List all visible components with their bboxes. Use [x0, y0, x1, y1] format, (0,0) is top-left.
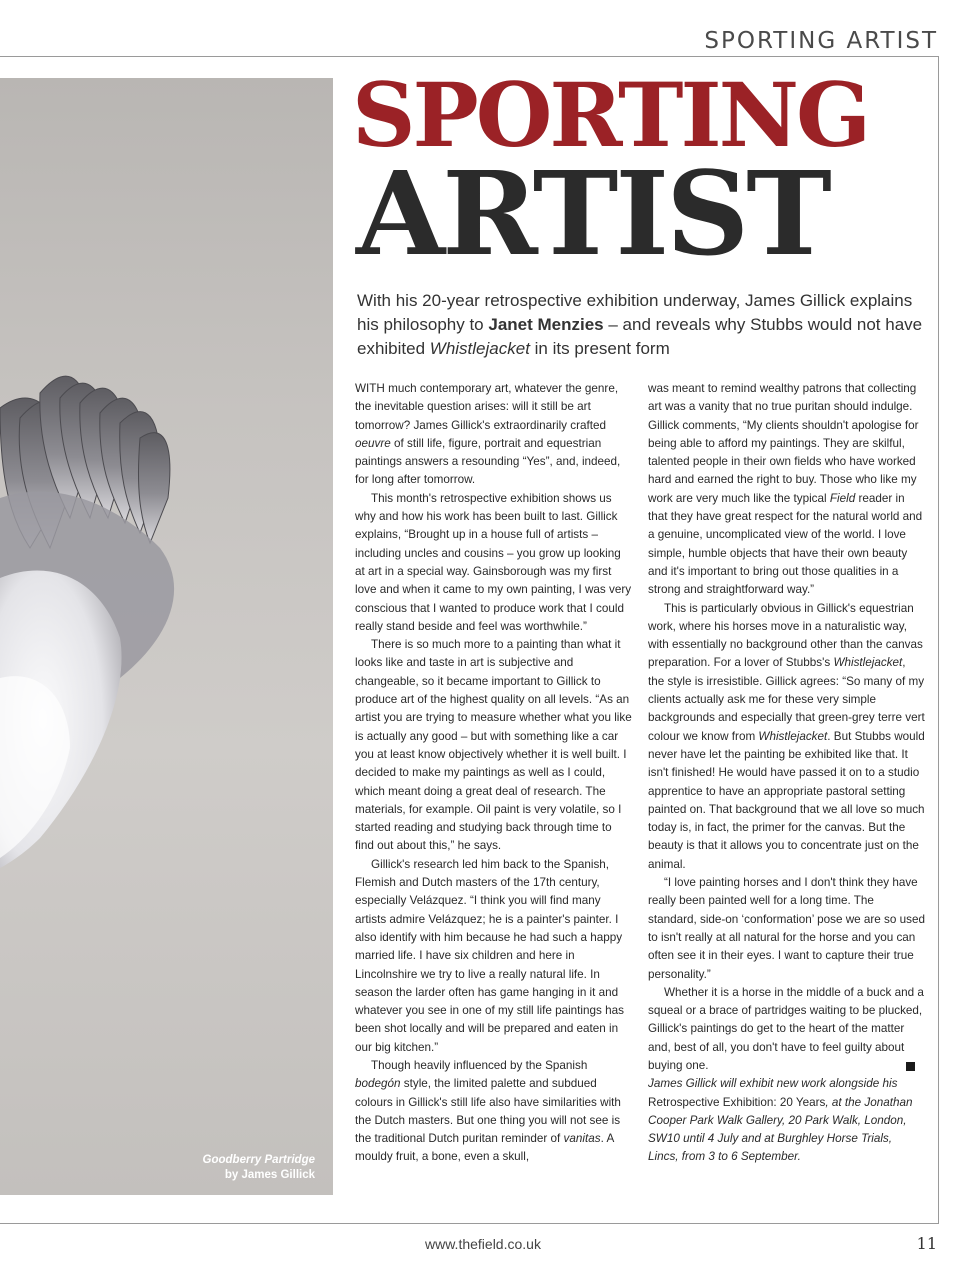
exhibition-info: James Gillick will exhibit new work alongside his Retrospective Exhibition: 20 Years, at the Jonathan Cooper Park Walk Gallery, 20 Park Walk, London, SW10 until 4 July and at Burghley Horse Trials, Lincs, from 3 to 6 September. — [648, 1077, 913, 1164]
headline-line1: SPORTING — [352, 63, 869, 167]
image-caption — [203, 1153, 315, 1183]
partridge-painting — [0, 78, 333, 1195]
standfirst-text: With his 20-year retrospective exhibition underway, James Gillick explains his philosophy to — [357, 291, 913, 334]
end-mark-icon — [906, 1062, 915, 1071]
headline — [352, 63, 869, 282]
partridge-wing-illustration — [0, 78, 333, 1195]
frame-rule-right — [938, 56, 939, 1224]
paragraph: WITH much contemporary art, whatever the genre, the inevitable question arises: will it still be art tomorrow? James Gillick's extraordinarily crafted oeuvre of still life, figure, portrait and equestrian paintings answers a resounding “Yes”, and, indeed, for long after tomorrow. — [355, 382, 621, 487]
section-label: SPORTING ARTIST — [704, 28, 938, 54]
paragraph: This month's retrospective exhibition shows us why and how his work has been built to last. Gillick explains, “Brought up in a house full of artists – including uncles and cousins – you grow up looking at art in a special way. Gainsborough was my first love and when it came to my own painting, I was very conscious that I wanted to produce work that I could really stand beside and feel was worthwhile.” — [355, 491, 632, 633]
paragraph: Though heavily influenced by the Spanish bodegón style, the limited palette and subdued colours in Gillick's still life also have similarities with the Dutch masters. But one thing you will not see is the traditional Dutch puritan reminder of vanitas. A mouldy fruit, a bone, even a skull, — [355, 1058, 621, 1164]
paragraph: Gillick's research led him back to the Spanish, Flemish and Dutch masters of the 17th century, especially Velázquez. “I think you will find many artists admire Velázquez; he is a painter's painter. I also identify with him because he had such a happy married life. I have six children and here in Lincolnshire we try to live a really natural life. In season the larder often has game hanging in it and whatever you see in one of my still life paintings has been shot locally and will be prepared and eaten in our big kitchen.” — [355, 857, 624, 1054]
caption-byline: by James Gillick — [224, 1169, 315, 1181]
footer-url: www.thefield.co.uk — [425, 1236, 541, 1252]
article-column-2 — [648, 380, 925, 1167]
frame-rule-top — [0, 56, 939, 57]
headline-line2: ARTIST — [356, 147, 829, 282]
paragraph: was meant to remind wealthy patrons that collecting art was a vanity that no true puritan should indulge. Gillick comments, “My clients shouldn't apologise for being able to afford my paintings. They are skilful, talented people in their own fields who have worked hard and earned the right to buy. Those who like my work are very much like the typical Field reader in that they have great respect for the natural world and a genuine, uncomplicated view of the world. I love simple, humble objects that have their own beauty and it's important to bring out those qualities in a strong and straightforward way.” — [648, 382, 923, 597]
frame-rule-bottom — [0, 1223, 939, 1224]
standfirst-text: in its present form — [529, 339, 670, 358]
paragraph: This is particularly obvious in Gillick's equestrian work, where his horses move in a naturalistic way, with essentially no background other than the canvas preparation. For a lover of Stubbs's Whistlejacket, the style is irresistible. Gillick agrees: “So many of my clients actually ask me for these very simple backgrounds and especially that green-grey terre vert colour we know from Whistlejacket. But Stubbs would never have let the painting be exhibited like that. It isn't finished! He would have passed it on to a studio apprentice to have an appropriate pastoral setting painted on. That background that we all love so much today is, in fact, the primer for the canvas. But the beauty is that it allows you to concentrate just on the animal. — [648, 601, 925, 871]
paragraph: There is so much more to a painting than what it looks like and taste in art is subjective and changeable, so it became important to Gillick to produce art of the highest quality on all levels. “As an artist you are trying to measure whether what you like is actually any good – but with something like a car you at least know objectively whether it is well built. I decided to make my paintings as well as I could, which meant doing a great deal of research. The materials, for example. Oil paint is very volatile, so I started reading and studying back through time to find out about this,” he says. — [355, 638, 632, 853]
painting-title: Whistlejacket — [429, 339, 530, 358]
paragraph: Whether it is a horse in the middle of a buck and a squeal or a brace of partridges waiting to be plucked, Gillick's paintings do get to the heart of the matter and, best of all, you don't have to feel guilty about buying one. — [648, 985, 924, 1072]
paragraph: “I love painting horses and I don't think they have really been painted well for a long time. The standard, side-on ‘conformation’ pose we are so used to isn't really at all natural for the horse and you can often see it in their eyes. I want to capture their true personality.” — [648, 876, 925, 981]
caption-title: Goodberry Partridge — [202, 1154, 315, 1166]
author-name: Janet Menzies — [488, 315, 604, 334]
page-number: 11 — [916, 1234, 937, 1253]
article-column-1 — [355, 380, 632, 1167]
standfirst-text: – and reveals why Stubbs would not have exhibited — [357, 315, 923, 358]
standfirst — [357, 289, 927, 361]
